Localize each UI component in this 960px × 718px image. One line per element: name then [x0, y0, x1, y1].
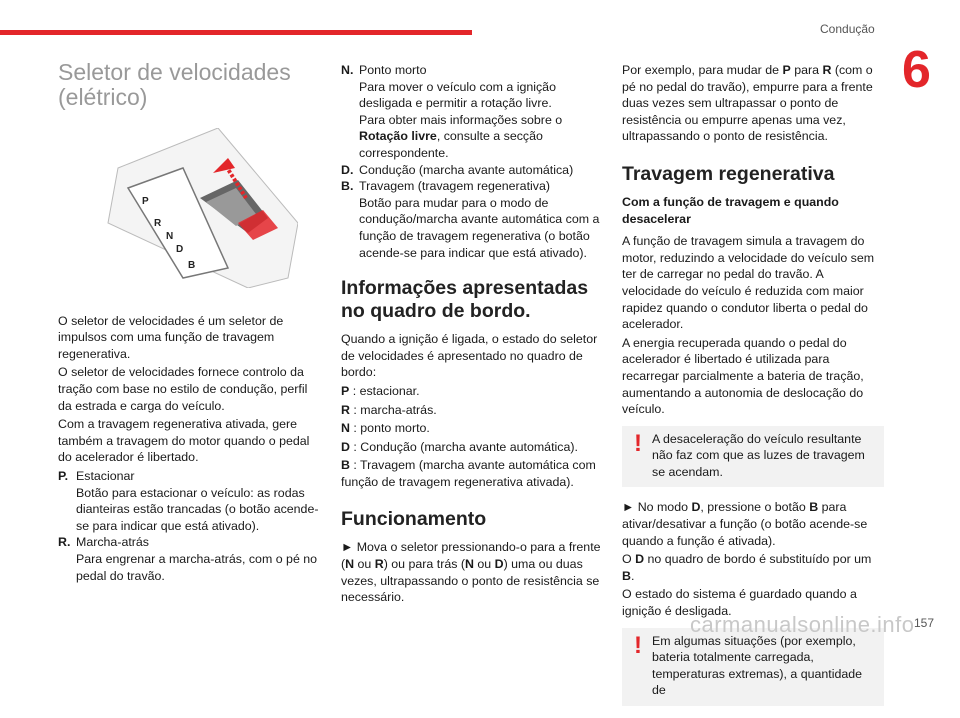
operation-paragraph: ► Mova o seletor pressionando-o para a frente (N ou R) ou para trás (N ou D) uma ou duas vezes, ultrapassando o ponto de resistência se necessário. — [341, 540, 601, 605]
watermark: carmanualsonline.info — [690, 612, 915, 637]
heading-operation: Funcionamento — [341, 508, 487, 531]
info-intro: Quando a ignição é ligada, o estado do seletor de velocidades é apresentado no quadro de bordo: — [341, 332, 598, 380]
gear-selector-illustration — [88, 128, 298, 288]
heading-dashboard-info: Informações apresentadas no quadro de bordo. — [341, 277, 589, 323]
mode-paragraph-2: O D no quadro de bordo é substituído por um B. — [622, 552, 872, 583]
example-paragraph: Por exemplo, para mudar de P para R (com o pé no pedal do travão), empurre para a frente duas vezes sem ultrapassar o ponto de resistência ou empurre apenas uma vez, ultrapassando o ponto de resistência. — [622, 63, 873, 144]
definition-b: B. Travagem (travagem regenerativa) Botão para mudar para o modo de condução/marcha avante automática com a função de travagem regenerativa (o botão acende-se para indicar que está ativado). — [341, 179, 600, 260]
warning-icon: ! — [634, 429, 642, 457]
definition-r: R. Marcha-atrás Para engrenar a marcha-atrás, com o pé no pedal do travão. — [58, 535, 318, 583]
mode-paragraph: ► No modo D, pressione o botão B para ativar/desativar a função (o botão acende-se quando a função é ativada). — [622, 500, 868, 548]
page-title: Seletor de velocidades (elétrico) — [58, 59, 291, 110]
section-title: Condução — [820, 22, 875, 36]
selector-letter-n: N — [166, 231, 174, 242]
selector-letter-b: B — [188, 260, 196, 271]
page-number: 157 — [914, 616, 935, 630]
state-n: N : ponto morto. — [341, 421, 430, 436]
state-d: D : Condução (marcha avante automática). — [341, 439, 578, 454]
column-1 — [58, 60, 323, 584]
intro-paragraph-2: O seletor de velocidades fornece controlo da tração com base no estilo de condução, perfil da estrada e carga do veículo. — [58, 365, 308, 413]
intro-paragraph-3: Com a travagem regenerativa ativada, gere também a travagem do motor quando o pedal do acelerador é libertado. — [58, 417, 310, 465]
column-2 — [341, 62, 604, 608]
state-b: B : Travagem (marcha avante automática com função de travagem regenerativa ativada). — [341, 458, 596, 489]
top-accent-bar — [0, 30, 472, 35]
mode-paragraph-3: O estado do sistema é guardado quando a ignição é desligada. — [622, 587, 857, 619]
intro-paragraph-1: O seletor de velocidades é um seletor de impulsos com uma função de travagem regenerativa. — [58, 313, 284, 361]
state-r: R : marcha-atrás. — [341, 402, 437, 417]
warning-box-2: ! Em algumas situações (por exemplo, bateria totalmente carregada, temperaturas extremas), a quantidade de — [622, 628, 884, 706]
regen-paragraph-2: A energia recuperada quando o pedal do acelerador é libertado é utilizada para recarregar parcialmente a bateria de tração, aumentando a autonomia de deslocação do veículo. — [622, 335, 864, 417]
subheading-braking: Com a função de travagem e quando desacelerar — [622, 194, 839, 226]
definition-n: N. Ponto morto Para mover o veículo com a ignição desligada e permitir a rotação livre. Para obter mais informações sobre o Rotação livre, consulte a secção correspondente. — [341, 63, 563, 160]
warning-icon: ! — [634, 631, 642, 659]
regen-paragraph-1: A função de travagem simula a travagem do motor, reduzindo a velocidade do veículo sem ter de carregar no pedal do travão. A velocidade do veículo é reduzida com maior rapidez quando o condutor liberta o pedal do acelerador. — [622, 234, 875, 332]
heading-regenerative-braking: Travagem regenerativa — [622, 162, 835, 185]
chapter-number: 6 — [902, 41, 931, 99]
definition-p: P. Estacionar Botão para estacionar o veículo: as rodas dianteiras estão trancadas (o botão acende-se para indicar que está ativado). — [58, 468, 319, 533]
definition-d: D. Condução (marcha avante automática) — [341, 162, 574, 177]
selector-letter-r: R — [154, 218, 162, 229]
state-p: P : estacionar. — [341, 383, 420, 398]
selector-letter-d: D — [176, 244, 184, 255]
warning-box-1: ! A desaceleração do veículo resultante não faz com que as luzes de travagem se acendam. — [622, 426, 884, 488]
selector-letter-p: P — [142, 196, 149, 207]
